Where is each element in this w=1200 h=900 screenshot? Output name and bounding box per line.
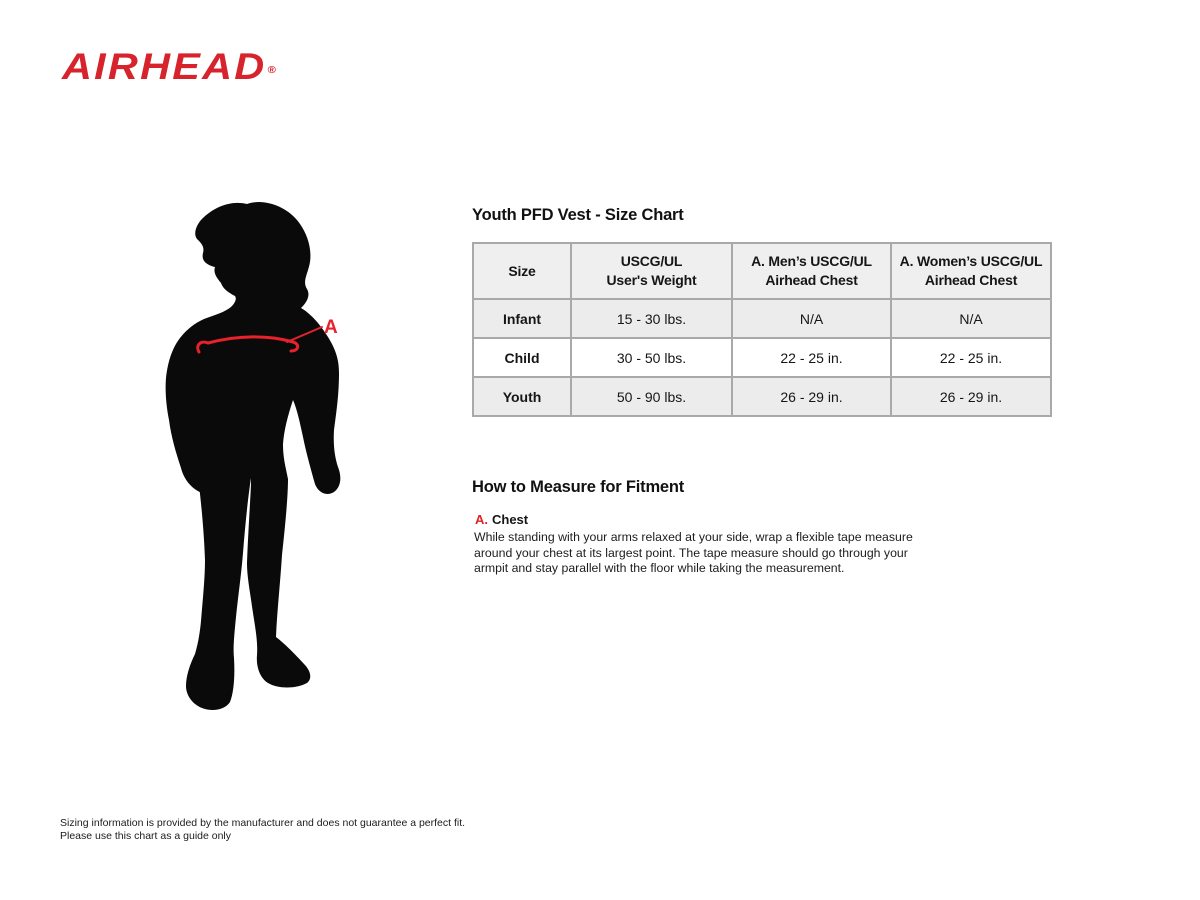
- cell-child-mens-chest: 22 - 25 in.: [732, 338, 891, 377]
- description-line: around your chest at its largest point. The tape measure should go through your: [474, 545, 908, 560]
- measure-section-heading: How to Measure for Fitment: [472, 478, 685, 496]
- table-row-infant: [473, 299, 1051, 338]
- measure-item-description: [474, 530, 913, 577]
- table-row-child: [473, 338, 1051, 377]
- registered-trademark-icon: ®: [267, 65, 276, 76]
- table-header-row: [473, 243, 1051, 299]
- disclaimer: [60, 817, 465, 843]
- col-header-mens-line1: A. Men’s USCG/UL: [751, 253, 872, 269]
- size-chart-title: Youth PFD Vest - Size Chart: [472, 206, 684, 224]
- child-silhouette-figure: [155, 196, 355, 721]
- cell-youth-size: Youth: [473, 377, 571, 416]
- col-header-weight-line1: USCG/UL: [620, 253, 683, 269]
- col-header-womens-chest: [891, 243, 1051, 299]
- cell-youth-mens-chest: 26 - 29 in.: [732, 377, 891, 416]
- cell-youth-weight: 50 - 90 lbs.: [571, 377, 732, 416]
- col-header-womens-line2: Airhead Chest: [924, 272, 1018, 288]
- col-header-mens-chest: [732, 243, 891, 299]
- chest-label: A: [324, 317, 338, 338]
- measure-item-name: Chest: [492, 512, 529, 527]
- cell-youth-womens-chest: 26 - 29 in.: [891, 377, 1051, 416]
- cell-child-womens-chest: 22 - 25 in.: [891, 338, 1051, 377]
- cell-infant-weight: 15 - 30 lbs.: [571, 299, 732, 338]
- table-row-youth: [473, 377, 1051, 416]
- measure-item-letter: A.: [475, 512, 488, 527]
- cell-child-size: Child: [473, 338, 571, 377]
- cell-infant-size: Infant: [473, 299, 571, 338]
- cell-infant-mens-chest: N/A: [732, 299, 891, 338]
- col-header-mens-line2: Airhead Chest: [765, 272, 858, 288]
- col-header-size-line1: Size: [508, 262, 536, 279]
- col-header-size: [473, 243, 571, 299]
- cell-infant-womens-chest: N/A: [891, 299, 1051, 338]
- disclaimer-line2: Please use this chart as a guide only: [60, 830, 232, 842]
- airhead-logo: [62, 48, 276, 85]
- size-chart-table: [472, 242, 1052, 417]
- col-header-weight: [571, 243, 732, 299]
- child-silhouette: [166, 202, 341, 710]
- airhead-logo-text: AIRHEAD: [62, 46, 267, 87]
- disclaimer-line1: Sizing information is provided by the manufacturer and does not guarantee a perfect fit.: [60, 817, 466, 829]
- measure-item-title: [475, 512, 528, 527]
- col-header-weight-line2: User's Weight: [606, 272, 697, 288]
- description-line: armpit and stay parallel with the floor while taking the measurement.: [474, 561, 845, 576]
- description-line: While standing with your arms relaxed at your side, wrap a flexible tape measure: [474, 530, 913, 544]
- cell-child-weight: 30 - 50 lbs.: [571, 338, 732, 377]
- col-header-womens-line1: A. Women’s USCG/UL: [899, 253, 1043, 269]
- child-silhouette-svg: [155, 196, 355, 721]
